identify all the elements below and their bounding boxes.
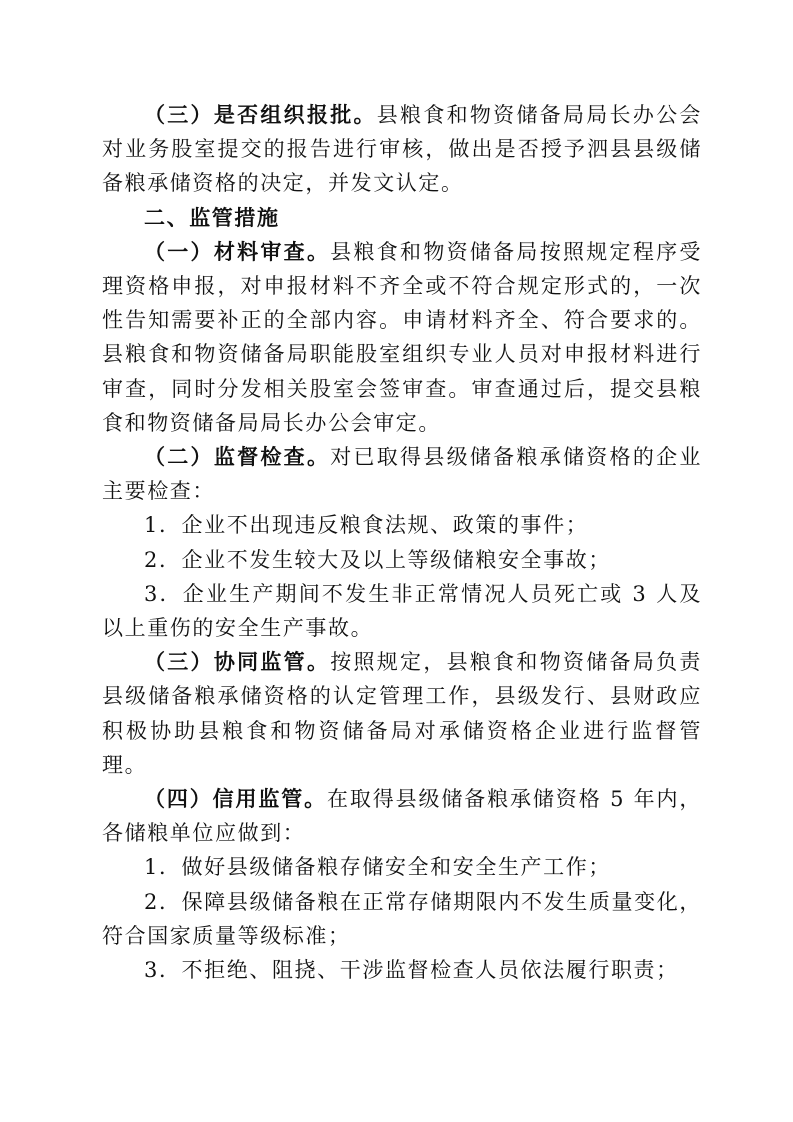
inspection-text: 对已取得县级储备粮承储资格的企业主要检查： (102, 445, 702, 504)
section-heading-supervision: 二、监管措施 (144, 205, 280, 230)
credit-item-1: 1．做好县级储备粮存储安全和安全生产工作； (144, 855, 611, 880)
inspection-lead: （二）监督检查。 (144, 445, 331, 470)
joint-supervision-text: 按照规定，县粮食和物资储备局负责县级储备粮承储资格的认定管理工作，县级发行、县财政应积极协助县粮食和物资储备局对承储资格企业进行监督管理。 (102, 650, 702, 777)
inspection-item-3: 3．企业生产期间不发生非正常情况人员死亡或 3 人及以上重伤的安全生产事故。 (102, 581, 702, 641)
paragraph-credit-supervision (102, 782, 702, 850)
paragraph-approval (102, 98, 702, 201)
credit-item-2: 2．保障县级储备粮在正常存储期限内不发生质量变化，符合国家质量等级标准； (102, 889, 702, 948)
material-review-text: 县粮食和物资储备局按照规定程序受理资格申报，对申报材料不齐全或不符合规定形式的，一次性告知需要补正的全部内容。申请材料齐全、符合要求的。县粮食和物资储备局职能股室组织专业人员对申报材料进行审查，同时分发相关股室会签审查。审查通过后，提交县粮食和物资储备局局长办公会审定。 (102, 239, 702, 435)
approval-lead: （三）是否组织报批。 (144, 103, 377, 127)
credit-item-3: 3．不拒绝、阻挠、干涉监督检查人员依法履行职责； (144, 958, 679, 983)
inspection-item-1: 1．企业不出现违反粮食法规、政策的事件； (144, 513, 589, 538)
inspection-item-2: 2．企业不发生较大及以上等级储粮安全事故； (144, 547, 611, 572)
paragraph-inspection (102, 440, 702, 508)
paragraph-material-review (102, 235, 702, 440)
credit-supervision-text: 在取得县级储备粮承储资格 5 年内，各储粮单位应做到： (102, 787, 702, 846)
material-review-lead: （一）材料审查。 (144, 239, 331, 264)
paragraph-joint-supervision (102, 645, 702, 782)
credit-supervision-lead: （四）信用监管。 (144, 787, 328, 812)
approval-text: 县粮食和物资储备局局长办公会对业务股室提交的报告进行审核，做出是否授予泗县县级储备粮承储资格的决定，并发文认定。 (102, 103, 702, 196)
joint-supervision-lead: （三）协同监管。 (144, 650, 331, 675)
document-body (102, 98, 702, 987)
